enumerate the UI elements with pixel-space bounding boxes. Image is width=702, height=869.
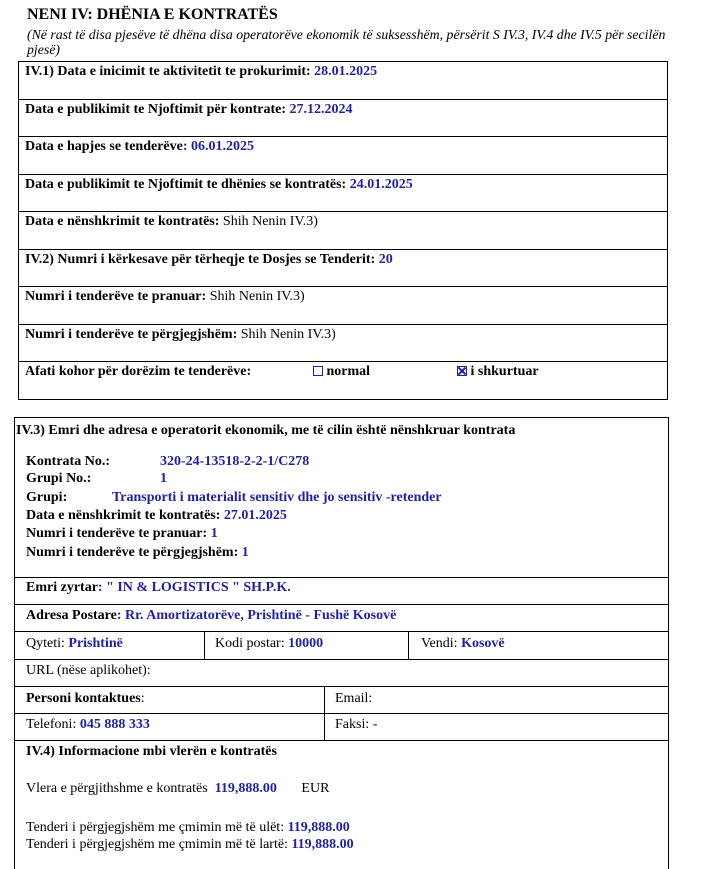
group-label: Grupi: bbox=[26, 490, 68, 505]
contract-no-label: Kontrata No.: bbox=[26, 454, 110, 469]
postal-code: Kodi postar: 10000 bbox=[215, 636, 324, 651]
row-responsive-tenders bbox=[19, 325, 667, 362]
row-value: 28.01.2025 bbox=[314, 64, 378, 79]
operator-heading: IV.3) Emri dhe adresa e operatorit ekonomik, me të cilin është nënshkruar kontrata bbox=[16, 423, 516, 438]
value-heading: IV.4) Informacione mbi vlerën e kontratës bbox=[26, 744, 277, 759]
sign-date: Data e nënshkrimit te kontratës: 27.01.2025 bbox=[26, 508, 287, 523]
official-name: Emri zyrtar: " IN & LOGISTICS " SH.P.K. bbox=[26, 580, 291, 595]
accepted-count: Numri i tenderëve te pranuar: 1 bbox=[26, 526, 218, 541]
group-no-label: Grupi No.: bbox=[26, 471, 92, 486]
section-title: NENI IV: DHËNIA E KONTRATËS bbox=[27, 6, 278, 23]
city: Qyteti: Prishtinë bbox=[26, 636, 123, 651]
total-value: Vlera e përgjithshme e kontratës 119,888.00 EUR bbox=[26, 781, 330, 796]
row-value: : 06.01.2025 bbox=[182, 139, 255, 154]
row-label: Numri i tenderëve te pranuar: bbox=[25, 289, 207, 304]
option-normal-label: normal bbox=[326, 364, 371, 379]
row-dossier-requests bbox=[19, 250, 667, 287]
group-no-value: 1 bbox=[160, 471, 167, 486]
row-value: Shih Nenin IV.3) bbox=[209, 289, 305, 304]
row-label: Data e hapjes se tenderëve bbox=[25, 139, 183, 154]
option-shortened[interactable] bbox=[457, 364, 539, 380]
option-normal[interactable] bbox=[313, 364, 370, 380]
row-value: Shih Nenin IV.3) bbox=[240, 327, 336, 342]
row-label: Numri i tenderëve te përgjegjshëm: bbox=[25, 327, 238, 342]
email-label: Email: bbox=[335, 691, 373, 706]
row-value: Shih Nenin IV.3) bbox=[222, 214, 318, 229]
checkbox-checked-icon[interactable] bbox=[457, 366, 467, 376]
row-accepted-tenders bbox=[19, 287, 667, 325]
row-deadline bbox=[19, 362, 667, 400]
postal-address: Adresa Postare: Rr. Amortizatorëve, Prishtinë - Fushë Kosovë bbox=[26, 608, 397, 623]
option-shortened-label: i shkurtuar bbox=[470, 364, 539, 379]
row-value: 24.01.2025 bbox=[349, 177, 413, 192]
row-value: 27.12.2024 bbox=[289, 102, 353, 117]
row-label: IV.2) Numri i kërkesave për tërheqje te Dosjes se Tenderit: bbox=[25, 252, 376, 267]
row-label: Data e publikimit te Njoftimit te dhënies se kontratës: bbox=[25, 177, 347, 192]
row-initiation-date bbox=[19, 62, 667, 100]
checkbox-normal-icon[interactable] bbox=[313, 366, 323, 376]
deadline-label: Afati kohor për dorëzim te tenderëve: bbox=[25, 364, 252, 379]
contract-no-value: 320-24-13518-2-2-1/C278 bbox=[160, 454, 310, 469]
row-opening-date bbox=[19, 137, 667, 175]
row-notice-publication-date bbox=[19, 100, 667, 137]
row-signing-date bbox=[19, 212, 667, 250]
lowest-price: Tenderi i përgjegjshëm me çmimin më të ulët: 119,888.00 bbox=[26, 820, 350, 835]
fax: Faksi: - bbox=[335, 717, 378, 732]
row-label: IV.1) Data e inicimit te aktivitetit te prokurimit: bbox=[25, 64, 311, 79]
row-label: Data e nënshkrimit te kontratës: bbox=[25, 214, 220, 229]
operator-box bbox=[14, 417, 669, 869]
row-value: 20 bbox=[378, 252, 393, 267]
url-label: URL (nëse aplikohet): bbox=[26, 663, 151, 678]
country: Vendi: Kosovë bbox=[421, 636, 505, 651]
row-label: Data e publikimit te Njoftimit për kontrate: bbox=[25, 102, 287, 117]
group-value: Transporti i materialit sensitiv dhe jo sensitiv -retender bbox=[112, 490, 442, 505]
section-note: (Në rast të disa pjesëve të dhëna disa operatorëve ekonomik të suksesshëm, përsërit S IV.3, IV.4 dhe IV.5 për secilën pjesë) bbox=[27, 27, 666, 57]
responsive-count: Numri i tenderëve te përgjegjshëm: 1 bbox=[26, 545, 249, 560]
phone: Telefoni: 045 888 333 bbox=[26, 717, 150, 732]
highest-price: Tenderi i përgjegjshëm me çmimin më të lartë: 119,888.00 bbox=[26, 837, 354, 852]
contact-person: Personi kontaktues: bbox=[26, 691, 145, 706]
row-award-notice-date bbox=[19, 175, 667, 212]
contract-dates-box bbox=[18, 61, 668, 400]
